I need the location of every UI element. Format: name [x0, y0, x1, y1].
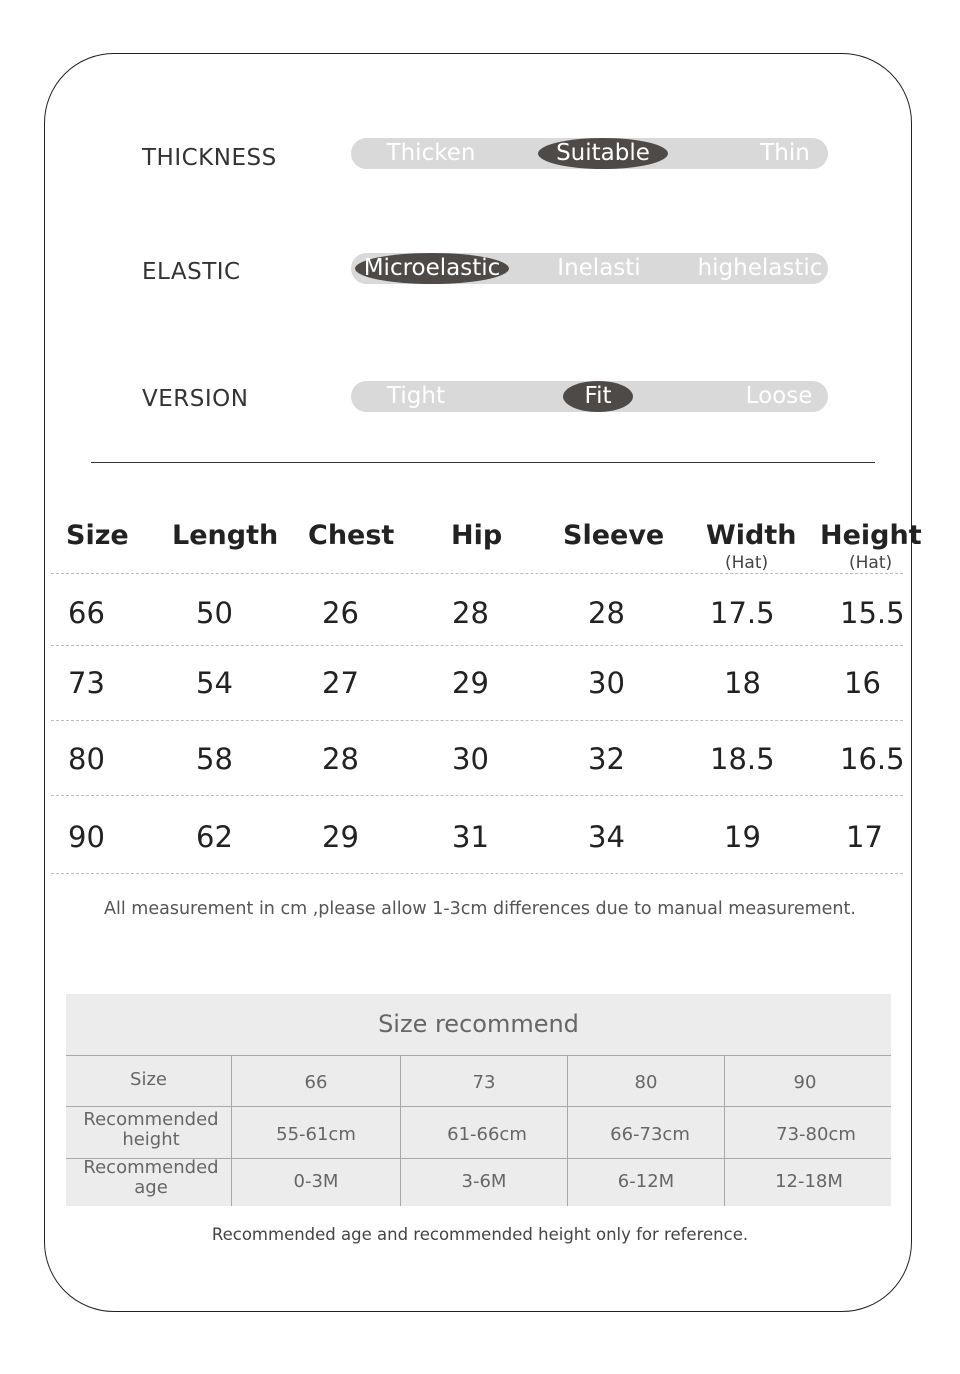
thickness-scale	[351, 138, 828, 169]
elastic-scale	[351, 253, 828, 284]
row-divider	[51, 873, 903, 874]
rec-cell: 73-80cm	[776, 1124, 856, 1145]
cell-chest: 26	[322, 596, 359, 630]
cell-size: 73	[68, 666, 105, 700]
attr-label-thickness: THICKNESS	[142, 145, 277, 171]
rec-cell: 90	[793, 1072, 817, 1093]
table-rule	[66, 1106, 891, 1107]
rec-cell: 80	[634, 1072, 658, 1093]
rec-row-label-size: Size	[130, 1069, 167, 1090]
attr-label-elastic: ELASTIC	[142, 259, 241, 285]
cell-hip: 28	[452, 596, 489, 630]
cell-sleeve: 28	[588, 596, 625, 630]
cell-width: 17.5	[710, 596, 775, 630]
rec-row-label-age: Recommended age	[83, 1157, 219, 1198]
rec-cell: 55-61cm	[276, 1124, 356, 1145]
cell-length: 54	[196, 666, 233, 700]
thickness-option-thin: Thin	[760, 140, 810, 166]
header-width: Width	[706, 520, 797, 551]
rec-cell: 6-12M	[617, 1171, 675, 1192]
section-divider	[91, 462, 875, 463]
header-width-sub: (Hat)	[725, 553, 769, 573]
rec-cell: 0-3M	[293, 1171, 339, 1192]
rec-cell: 66	[304, 1072, 328, 1093]
cell-chest: 28	[322, 742, 359, 776]
cell-sleeve: 34	[588, 820, 625, 854]
cell-length: 58	[196, 742, 233, 776]
size-recommend-title: Size recommend	[378, 1010, 579, 1038]
version-option-loose: Loose	[745, 383, 813, 409]
cell-hip: 30	[452, 742, 489, 776]
cell-length: 62	[196, 820, 233, 854]
cell-hip: 31	[452, 820, 489, 854]
measurement-note: All measurement in cm ,please allow 1-3cm differences due to manual measurement.	[104, 899, 856, 919]
version-scale	[351, 381, 828, 412]
elastic-option-highelastic: highelastic	[697, 255, 823, 281]
rec-cell: 3-6M	[461, 1171, 507, 1192]
version-option-tight: Tight	[387, 383, 445, 409]
elastic-option-inelastic: Inelasti	[557, 255, 641, 281]
cell-sleeve: 30	[588, 666, 625, 700]
row-divider	[51, 573, 903, 574]
reference-footnote: Recommended age and recommended height only for reference.	[211, 1225, 749, 1244]
cell-size: 80	[68, 742, 105, 776]
rec-cell: 73	[472, 1072, 496, 1093]
cell-width: 18.5	[710, 742, 775, 776]
rec-cell: 12-18M	[775, 1171, 843, 1192]
thickness-option-suitable-selected: Suitable	[538, 138, 668, 169]
cell-sleeve: 32	[588, 742, 625, 776]
size-recommend-table	[66, 994, 891, 1206]
header-height: Height	[820, 520, 922, 551]
rec-cell: 61-66cm	[447, 1124, 527, 1145]
cell-chest: 29	[322, 820, 359, 854]
row-divider	[51, 795, 903, 796]
row-divider	[51, 720, 903, 721]
version-option-fit-selected: Fit	[563, 381, 633, 412]
elastic-option-microelastic-selected: Microelastic	[355, 253, 509, 284]
header-height-sub: (Hat)	[849, 553, 893, 573]
thickness-option-thicken: Thicken	[386, 140, 476, 166]
cell-height: 15.5	[840, 596, 905, 630]
cell-size: 66	[68, 596, 105, 630]
header-chest: Chest	[308, 520, 395, 551]
header-hip: Hip	[451, 520, 503, 551]
cell-width: 19	[724, 820, 761, 854]
rec-row-label-height: Recommended height	[83, 1109, 219, 1150]
header-sleeve: Sleeve	[563, 520, 665, 551]
rec-cell: 66-73cm	[610, 1124, 690, 1145]
attr-label-version: VERSION	[142, 386, 249, 412]
table-rule	[66, 1055, 891, 1056]
cell-size: 90	[68, 820, 105, 854]
cell-height: 16	[844, 666, 881, 700]
cell-length: 50	[196, 596, 233, 630]
header-size: Size	[66, 520, 129, 551]
header-length: Length	[172, 520, 279, 551]
cell-hip: 29	[452, 666, 489, 700]
cell-height: 17	[846, 820, 883, 854]
cell-chest: 27	[322, 666, 359, 700]
cell-width: 18	[724, 666, 761, 700]
row-divider	[51, 645, 903, 646]
cell-height: 16.5	[840, 742, 905, 776]
